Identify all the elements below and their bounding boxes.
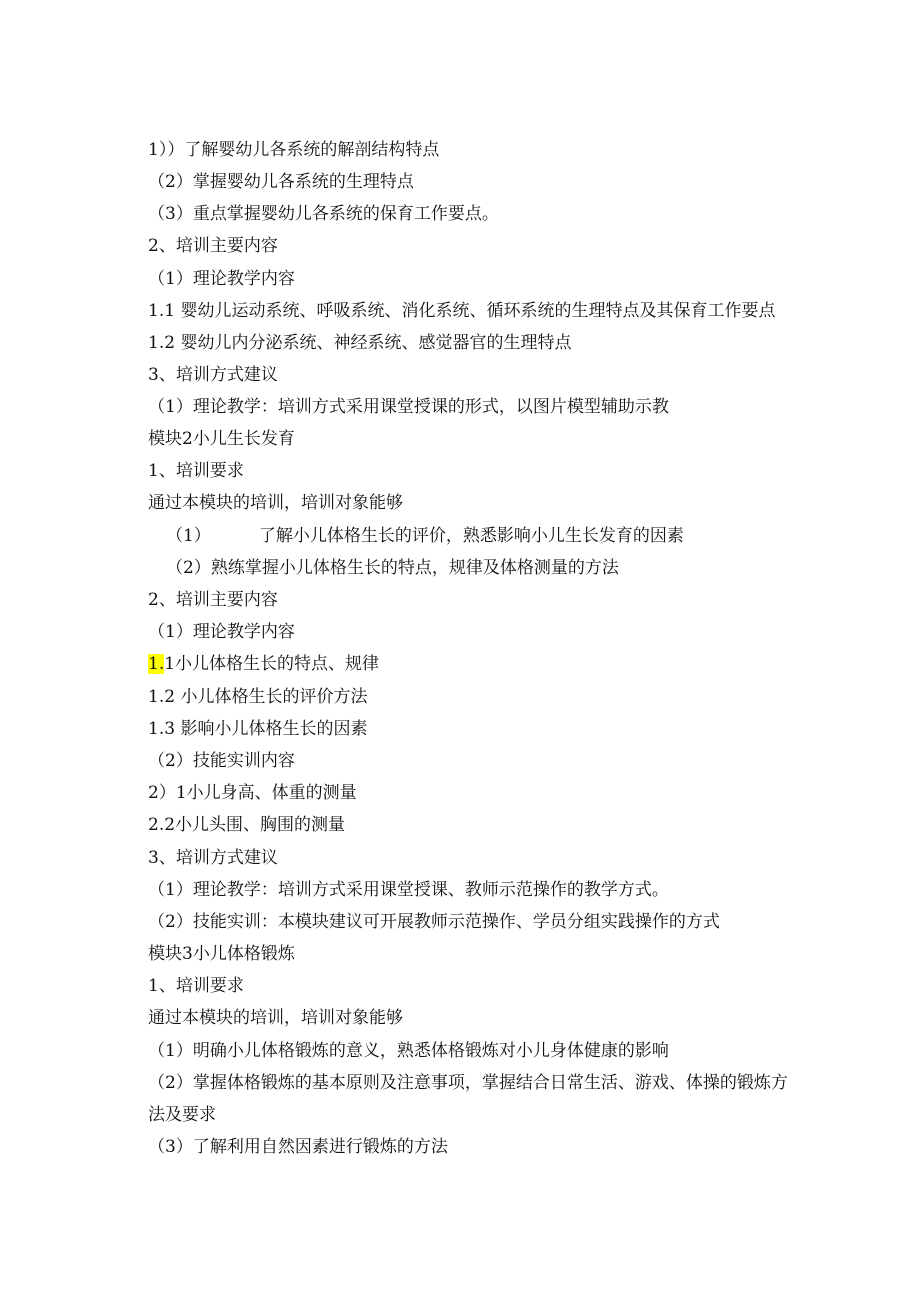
section-heading: 3、培训方式建议 [148, 848, 278, 868]
text-line: 1.1 婴幼儿运动系统、呼吸系统、消化系统、循环系统的生理特点及其保育工作要点 [148, 301, 776, 321]
text-line: （1）理论教学：培训方式采用课堂授课、教师示范操作的教学方式。 [148, 880, 669, 900]
section-heading: 3、培训方式建议 [148, 365, 278, 385]
text-line: （2）技能实训：本模块建议可开展教师示范操作、学员分组实践操作的方式 [148, 912, 720, 932]
module-heading: 模块3小儿体格锻炼 [148, 944, 295, 964]
text-line: 1.3 影响小儿体格生长的因素 [148, 719, 368, 739]
text-line: 1.2 小儿体格生长的评价方法 [148, 687, 368, 707]
section-heading: 2、培训主要内容 [148, 236, 278, 256]
text-line: 1））了解婴幼儿各系统的解剖结构特点 [148, 140, 440, 160]
text-line: 通过本模块的培训，培训对象能够 [148, 1008, 403, 1028]
list-marker: （1） [166, 526, 211, 546]
section-heading: 2、培训主要内容 [148, 590, 278, 610]
text-line: （2）熟练掌握小儿体格生长的特点，规律及体格测量的方法 [166, 558, 619, 578]
text-fragment: 1小儿体格生长的特点、规律 [164, 654, 380, 674]
text-line: 通过本模块的培训，培训对象能够 [148, 493, 403, 513]
text-line: （2）掌握体格锻炼的基本原则及注意事项，掌握结合日常生活、游戏、体操的锻炼方 [148, 1073, 788, 1093]
text-line: （2）掌握婴幼儿各系统的生理特点 [148, 172, 414, 192]
text-line: 法及要求 [148, 1105, 216, 1125]
highlighted-text: 1. [148, 654, 165, 674]
section-heading: 1、培训要求 [148, 461, 244, 481]
text-line [166, 525, 684, 547]
text-line: 2.2小儿头围、胸围的测量 [148, 815, 346, 835]
text-line: 2）1小儿身高、体重的测量 [148, 783, 357, 803]
text-line: （2）技能实训内容 [148, 751, 295, 771]
text-line [148, 653, 379, 675]
text-line: （1）明确小儿体格锻炼的意义，熟悉体格锻炼对小儿身体健康的影响 [148, 1041, 669, 1061]
section-heading: 1、培训要求 [148, 976, 244, 996]
text-line: （1）理论教学：培训方式采用课堂授课的形式，以图片模型辅助示教 [148, 397, 669, 417]
text-line: （1）理论教学内容 [148, 622, 295, 642]
text-line: 1.2 婴幼儿内分泌系统、神经系统、感觉器官的生理特点 [148, 333, 572, 353]
module-heading: 模块2小儿生长发育 [148, 429, 295, 449]
text-line: （3）重点掌握婴幼儿各系统的保育工作要点。 [148, 204, 499, 224]
text-line: （1）理论教学内容 [148, 269, 295, 289]
text-line: （3）了解利用自然因素进行锻炼的方法 [148, 1137, 448, 1157]
list-item-text: 了解小儿体格生长的评价，熟悉影响小儿生长发育的因素 [258, 526, 684, 546]
